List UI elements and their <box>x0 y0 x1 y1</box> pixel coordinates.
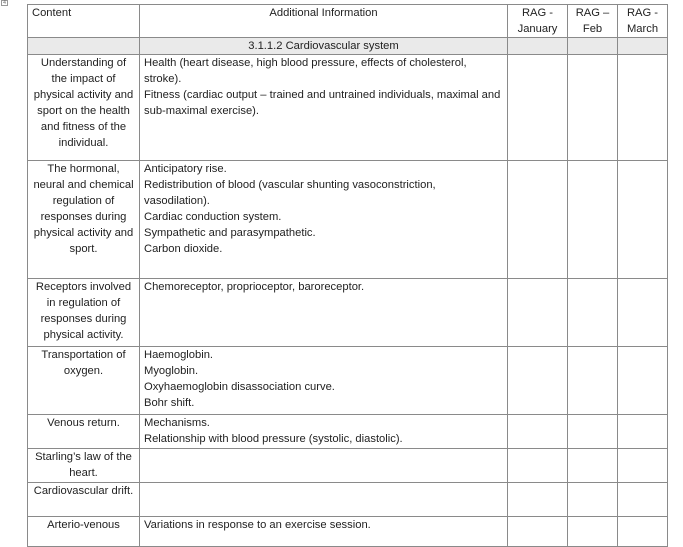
table-row <box>28 449 668 483</box>
rag-feb-cell[interactable] <box>568 279 618 347</box>
rag-march-cell[interactable] <box>618 55 668 161</box>
info-cell <box>140 517 508 547</box>
info-line: Mechanisms. <box>144 417 210 429</box>
rag-january-cell[interactable] <box>508 161 568 279</box>
info-line: Carbon dioxide. <box>144 243 223 255</box>
content-cell: Venous return. <box>28 415 140 449</box>
info-line: Redistribution of blood (vascular shunting vasoconstriction, vasodilation). <box>144 179 436 207</box>
rag-march-cell[interactable] <box>618 483 668 517</box>
info-line: Myoglobin. <box>144 365 199 377</box>
info-cell <box>140 279 508 347</box>
content-cell: The hormonal, neural and chemical regulation of responses during physical activity and sport. <box>28 161 140 279</box>
rag-march-cell[interactable] <box>618 161 668 279</box>
section-row <box>28 38 668 55</box>
rag-feb-cell[interactable] <box>568 517 618 547</box>
table-row <box>28 517 668 547</box>
rag-march-cell[interactable] <box>618 449 668 483</box>
content-cell: Arterio-venous <box>28 517 140 547</box>
header-rag-january: RAG - January <box>508 5 568 38</box>
table-row <box>28 415 668 449</box>
info-cell <box>140 161 508 279</box>
header-row <box>28 5 668 38</box>
rag-january-cell[interactable] <box>508 449 568 483</box>
page-corner-mark: 4 <box>1 0 8 6</box>
rag-feb-cell[interactable] <box>568 483 618 517</box>
rag-january-cell[interactable] <box>508 347 568 415</box>
info-line: Variations in response to an exercise session. <box>144 519 371 531</box>
rag-feb-cell[interactable] <box>568 161 618 279</box>
info-line: Fitness (cardiac output – trained and untrained individuals, maximal and sub-maximal exercise). <box>144 89 501 117</box>
rag-feb-cell[interactable] <box>568 347 618 415</box>
table-row <box>28 347 668 415</box>
table-row <box>28 483 668 517</box>
info-cell <box>140 55 508 161</box>
rag-march-cell[interactable] <box>618 415 668 449</box>
info-line: Sympathetic and parasympathetic. <box>144 227 316 239</box>
table-row <box>28 161 668 279</box>
rag-feb-cell[interactable] <box>568 449 618 483</box>
info-line: Oxyhaemoglobin disassociation curve. <box>144 381 335 393</box>
content-cell: Starling’s law of the heart. <box>28 449 140 483</box>
section-rag-feb <box>568 38 618 55</box>
rag-feb-cell[interactable] <box>568 415 618 449</box>
info-cell <box>140 347 508 415</box>
rag-january-cell[interactable] <box>508 517 568 547</box>
info-line: Anticipatory rise. <box>144 163 227 175</box>
section-rag-january <box>508 38 568 55</box>
header-content: Content <box>28 5 140 38</box>
content-cell: Receptors involved in regulation of responses during physical activity. <box>28 279 140 347</box>
header-additional-information: Additional Information <box>140 5 508 38</box>
header-rag-march: RAG - March <box>618 5 668 38</box>
info-line: Haemoglobin. <box>144 349 214 361</box>
section-title: 3.1.1.2 Cardiovascular system <box>140 38 508 55</box>
section-rag-march <box>618 38 668 55</box>
rag-january-cell[interactable] <box>508 55 568 161</box>
section-spacer <box>28 38 140 55</box>
info-line: Cardiac conduction system. <box>144 211 282 223</box>
info-cell <box>140 449 508 483</box>
content-cell: Cardiovascular drift. <box>28 483 140 517</box>
rag-march-cell[interactable] <box>618 347 668 415</box>
info-line: Health (heart disease, high blood pressure, effects of cholesterol, stroke). <box>144 57 467 85</box>
rag-march-cell[interactable] <box>618 517 668 547</box>
content-cell: Transportation of oxygen. <box>28 347 140 415</box>
info-cell <box>140 483 508 517</box>
info-cell <box>140 415 508 449</box>
rag-january-cell[interactable] <box>508 483 568 517</box>
content-cell: Understanding of the impact of physical activity and sport on the health and fitness of the individual. <box>28 55 140 161</box>
info-line: Chemoreceptor, proprioceptor, baroreceptor. <box>144 281 365 293</box>
rag-table <box>27 4 668 547</box>
table-row <box>28 279 668 347</box>
rag-january-cell[interactable] <box>508 415 568 449</box>
info-line: Relationship with blood pressure (systolic, diastolic). <box>144 433 403 445</box>
info-line: Bohr shift. <box>144 397 195 409</box>
rag-feb-cell[interactable] <box>568 55 618 161</box>
header-rag-feb: RAG – Feb <box>568 5 618 38</box>
rag-march-cell[interactable] <box>618 279 668 347</box>
table-row <box>28 55 668 161</box>
rag-january-cell[interactable] <box>508 279 568 347</box>
